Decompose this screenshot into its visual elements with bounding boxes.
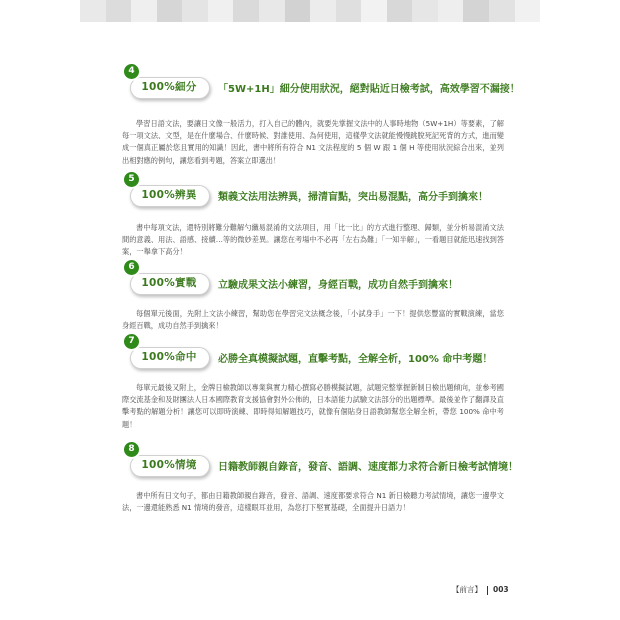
section-situation [80,444,540,552]
section-heading: 日籍教師親自錄音，發音、語調、速度都力求符合新日檢考試情境！ [218,462,518,473]
section-badge [128,336,208,368]
badge-number: 6 [124,260,139,275]
section-heading: 「5W+1H」細分使用狀況，絕對貼近日檢考試，高效學習不漏接！ [218,84,520,95]
top-pixelated-banner [80,0,540,22]
section-body: 每單元最後又附上，金牌日檢教師以專業與實力精心撰寫必勝模擬試題，試題完整掌握新制日檢出題傾向，並參考國際交流基金和及財團法人日本國際教育支援協會對外公佈的，日本語能力試驗文法部分的出題標準。最後並作了翻譯及直擊考點的解題分析！讓您可以即時演練、即時得知解題技巧，就像有個貼身日語教師幫您全解全析，帶您 100% 命中考題！ [122,383,504,429]
section-heading: 立驗成果文法小練習，身經百戰，成功自然手到擒來！ [218,280,458,291]
badge-number: 5 [124,172,139,187]
page-folio [452,584,509,595]
badge-label: 100%細分 [141,81,197,93]
section-badge [128,174,208,206]
section-body: 每個單元後面，先附上文法小練習，幫助您在學習完文法概念後，「小試身手」一下！提供您豐富的實戰演練，當您身經百戰，成功自然手到擒來！ [122,309,504,331]
badge-label: 100%情境 [141,459,197,471]
section-body: 書中所有日文句子，都由日籍教師親自錄音，發音、語調、速度都要求符合 N1 新日檢聽力考試情境，讓您一邊學文法，一邊還能熟悉 N1 情境的發音，這樣眼耳並用，為您打下堅實基礎，全面提升日語力！ [122,491,504,513]
section-detail [80,66,540,194]
section-practice [80,262,540,340]
page-number: 003 [493,585,509,594]
section-badge [128,262,208,294]
badge-label: 100%辨異 [141,189,197,201]
section-hit [80,336,540,454]
section-body: 書中每項文法，還特別將難分難解勺纖易混淆的文法項目，用「比一比」的方式進行整理、歸類，並分析易混淆文法間的意義、用法、語感、接續…等的微妙差異。讓您在考場中不必再「左右為難」「一知半解」，一看題目就能迅速找到答案，一舉拿下高分！ [122,223,504,257]
folio-label: 【前言】 [452,585,482,594]
section-heading: 必勝全真模擬試題，直擊考點，全解全析，100% 命中考題！ [218,354,493,365]
badge-number: 4 [124,64,139,79]
badge-number: 7 [124,334,139,349]
section-distinguish [80,174,540,272]
section-badge [128,66,208,98]
section-body: 學習日語文法，要讓日文像一般活力，打入自己的體內，就要先掌握文法中的人事時地物（5W+1H）等要素，了解每一項文法、文型，是在什麼場合、什麼時候、對誰使用、為何使用，這樣學文法就能慢慢跳脫死記死背的方式，進而變成一個真正屬於您且實用的知識！因此，書中將所有符合 N1 文法程度的 5 個 W 跟 1 個 H 等使用狀況綜合出來，並列出相對應的例句，讓您看到考題，答案立即選出！ [122,119,504,165]
badge-number: 8 [124,442,139,457]
section-heading: 類義文法用法辨異，掃清盲點，突出易混點，高分手到擒來！ [218,192,488,203]
section-badge [128,444,208,476]
folio-divider [487,586,488,595]
badge-label: 100%實戰 [141,277,197,289]
badge-label: 100%命中 [141,351,197,363]
book-page [80,22,540,620]
